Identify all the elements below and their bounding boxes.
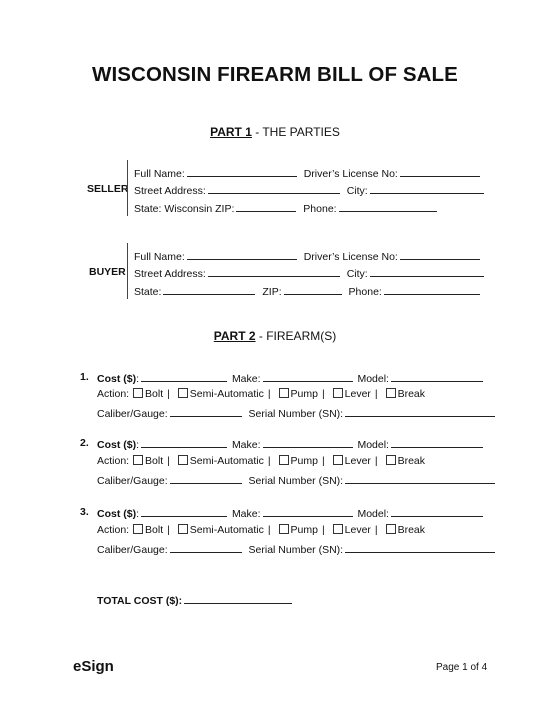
buyer-city-field[interactable] xyxy=(370,266,484,277)
firearm-3-make-field[interactable] xyxy=(263,506,353,517)
firearm-3-row-cost xyxy=(97,506,483,520)
seller-row-state xyxy=(134,201,437,215)
firearm-1-row-caliber xyxy=(97,406,495,420)
buyer-street-label: Street Address: xyxy=(134,268,206,280)
separator: | xyxy=(167,388,170,400)
separator: | xyxy=(167,524,170,536)
part-2-heading xyxy=(0,329,550,343)
part-1-text: - THE PARTIES xyxy=(251,125,340,139)
document-title: WISCONSIN FIREARM BILL OF SALE xyxy=(92,63,458,86)
seller-license-label: Driver’s License No: xyxy=(303,168,398,180)
firearm-2-model-label: Model: xyxy=(357,439,389,451)
firearm-3-model-field[interactable] xyxy=(391,506,483,517)
buyer-bracket xyxy=(127,243,128,299)
separator: | xyxy=(321,524,325,536)
firearm-2-pump-label: Pump xyxy=(290,455,318,467)
seller-license-field[interactable] xyxy=(400,166,480,177)
firearm-1-serial-field[interactable] xyxy=(345,406,495,417)
buyer-row-name xyxy=(134,249,480,263)
firearm-1-model-label: Model: xyxy=(357,373,389,385)
seller-bracket xyxy=(127,160,128,216)
firearm-1-semi-label: Semi-Automatic xyxy=(189,388,264,400)
separator: | xyxy=(321,455,325,467)
firearm-3-lever-checkbox[interactable] xyxy=(333,524,343,534)
total-cost-field[interactable] xyxy=(184,593,292,604)
firearm-1-model-field[interactable] xyxy=(391,371,483,382)
buyer-phone-field[interactable] xyxy=(384,284,480,295)
firearm-2-pump-checkbox[interactable] xyxy=(279,455,289,465)
firearm-3-bolt-label: Bolt xyxy=(145,524,164,536)
esign-logo: eSign xyxy=(73,658,114,675)
firearm-1-break-checkbox[interactable] xyxy=(386,388,396,398)
firearm-2-caliber-label: Caliber/Gauge: xyxy=(97,475,168,487)
seller-zip-field[interactable] xyxy=(236,201,296,212)
seller-full-name-label: Full Name: xyxy=(134,168,185,180)
firearm-1-caliber-field[interactable] xyxy=(170,406,242,417)
firearm-3-action-label: Action: xyxy=(97,524,130,536)
firearm-3-row-action xyxy=(97,524,425,536)
seller-city-label: City: xyxy=(346,185,368,197)
firearm-2-cost-label: Cost ($) xyxy=(97,439,137,451)
firearm-3-break-label: Break xyxy=(397,524,425,536)
part-1-heading xyxy=(0,125,550,139)
separator: | xyxy=(374,455,378,467)
separator: | xyxy=(374,524,378,536)
firearm-2-row-action xyxy=(97,455,425,467)
total-cost-row xyxy=(97,593,292,607)
separator: | xyxy=(374,388,378,400)
page-indicator: Page 1 of 4 xyxy=(436,662,488,673)
buyer-phone-label: Phone: xyxy=(348,286,382,298)
firearm-2-make-field[interactable] xyxy=(263,437,353,448)
firearm-2-break-label: Break xyxy=(397,455,425,467)
buyer-label: BUYER xyxy=(89,266,126,278)
firearm-1-lever-checkbox[interactable] xyxy=(333,388,343,398)
firearm-3-model-label: Model: xyxy=(357,508,389,520)
firearm-2-cost-colon: : xyxy=(136,439,140,451)
separator: | xyxy=(267,524,271,536)
firearm-3-break-checkbox[interactable] xyxy=(386,524,396,534)
firearm-1-bolt-label: Bolt xyxy=(145,388,164,400)
firearm-3-make-label: Make: xyxy=(231,508,261,520)
buyer-zip-label: ZIP: xyxy=(262,286,282,298)
seller-full-name-field[interactable] xyxy=(187,166,297,177)
seller-phone-label: Phone: xyxy=(303,203,337,215)
firearm-2-make-label: Make: xyxy=(231,439,261,451)
total-cost-label: TOTAL COST ($): xyxy=(97,595,183,607)
firearm-1-semi-checkbox[interactable] xyxy=(178,388,188,398)
firearm-1-make-field[interactable] xyxy=(263,371,353,382)
firearm-1-caliber-label: Caliber/Gauge: xyxy=(97,408,168,420)
firearm-3-pump-checkbox[interactable] xyxy=(279,524,289,534)
firearm-1-serial-label: Serial Number (SN): xyxy=(248,408,344,420)
seller-phone-field[interactable] xyxy=(339,201,437,212)
part-2-text: - FIREARM(S) xyxy=(255,329,337,343)
firearm-2-caliber-field[interactable] xyxy=(170,473,242,484)
firearm-2-model-field[interactable] xyxy=(391,437,483,448)
firearm-2-cost-field[interactable] xyxy=(141,437,227,448)
firearm-3-caliber-label: Caliber/Gauge: xyxy=(97,544,168,556)
separator: | xyxy=(267,455,271,467)
firearm-3-serial-field[interactable] xyxy=(345,542,495,553)
firearm-1-make-label: Make: xyxy=(231,373,261,385)
firearm-1-lever-label: Lever xyxy=(344,388,371,400)
buyer-state-label: State: xyxy=(134,286,162,298)
firearm-3-number: 3. xyxy=(80,506,89,518)
firearm-1-cost-label: Cost ($) xyxy=(97,373,137,385)
seller-city-field[interactable] xyxy=(370,183,484,194)
firearm-2-row-caliber xyxy=(97,473,495,487)
firearm-3-cost-label: Cost ($) xyxy=(97,508,137,520)
firearm-1-row-cost xyxy=(97,371,483,385)
firearm-2-lever-checkbox[interactable] xyxy=(333,455,343,465)
firearm-3-lever-label: Lever xyxy=(344,524,371,536)
seller-state-zip-label: State: Wisconsin ZIP: xyxy=(134,203,235,215)
buyer-street-field[interactable] xyxy=(208,266,340,277)
firearm-2-bolt-label: Bolt xyxy=(145,455,164,467)
firearm-2-semi-checkbox[interactable] xyxy=(178,455,188,465)
separator: | xyxy=(167,455,170,467)
buyer-full-name-label: Full Name: xyxy=(134,251,185,263)
firearm-1-pump-label: Pump xyxy=(290,388,318,400)
firearm-3-cost-field[interactable] xyxy=(141,506,227,517)
firearm-1-cost-colon: : xyxy=(136,373,140,385)
firearm-2-serial-label: Serial Number (SN): xyxy=(248,475,344,487)
firearm-2-bolt-checkbox[interactable] xyxy=(133,455,143,465)
part-2-label: PART 2 xyxy=(213,329,256,343)
firearm-1-bolt-checkbox[interactable] xyxy=(133,388,143,398)
separator: | xyxy=(321,388,325,400)
firearm-2-break-checkbox[interactable] xyxy=(386,455,396,465)
buyer-license-field[interactable] xyxy=(400,249,480,260)
seller-street-field[interactable] xyxy=(208,183,340,194)
firearm-3-row-caliber xyxy=(97,542,495,556)
buyer-full-name-field[interactable] xyxy=(187,249,297,260)
firearm-1-action-label: Action: xyxy=(97,388,130,400)
buyer-state-field[interactable] xyxy=(163,284,255,295)
firearm-3-pump-label: Pump xyxy=(290,524,318,536)
firearm-2-number: 2. xyxy=(80,437,89,449)
seller-row-name xyxy=(134,166,480,180)
seller-street-label: Street Address: xyxy=(134,185,206,197)
seller-label: SELLER xyxy=(87,183,129,195)
firearm-2-serial-field[interactable] xyxy=(345,473,495,484)
buyer-row-state xyxy=(134,284,480,298)
separator: | xyxy=(267,388,271,400)
firearm-1-break-label: Break xyxy=(397,388,425,400)
firearm-3-cost-colon: : xyxy=(136,508,140,520)
buyer-city-label: City: xyxy=(346,268,368,280)
buyer-license-label: Driver’s License No: xyxy=(303,251,398,263)
firearm-1-pump-checkbox[interactable] xyxy=(279,388,289,398)
firearm-1-number: 1. xyxy=(80,371,89,383)
firearm-1-row-action xyxy=(97,388,425,400)
firearm-3-semi-checkbox[interactable] xyxy=(178,524,188,534)
firearm-3-bolt-checkbox[interactable] xyxy=(133,524,143,534)
firearm-2-row-cost xyxy=(97,437,483,451)
firearm-2-action-label: Action: xyxy=(97,455,130,467)
firearm-1-cost-field[interactable] xyxy=(141,371,227,382)
seller-row-address xyxy=(134,183,484,197)
firearm-3-caliber-field[interactable] xyxy=(170,542,242,553)
firearm-3-semi-label: Semi-Automatic xyxy=(189,524,264,536)
firearm-2-semi-label: Semi-Automatic xyxy=(189,455,264,467)
firearm-3-serial-label: Serial Number (SN): xyxy=(248,544,344,556)
part-1-label: PART 1 xyxy=(210,125,252,139)
buyer-row-address xyxy=(134,266,484,280)
firearm-2-lever-label: Lever xyxy=(344,455,371,467)
buyer-zip-field[interactable] xyxy=(284,284,342,295)
